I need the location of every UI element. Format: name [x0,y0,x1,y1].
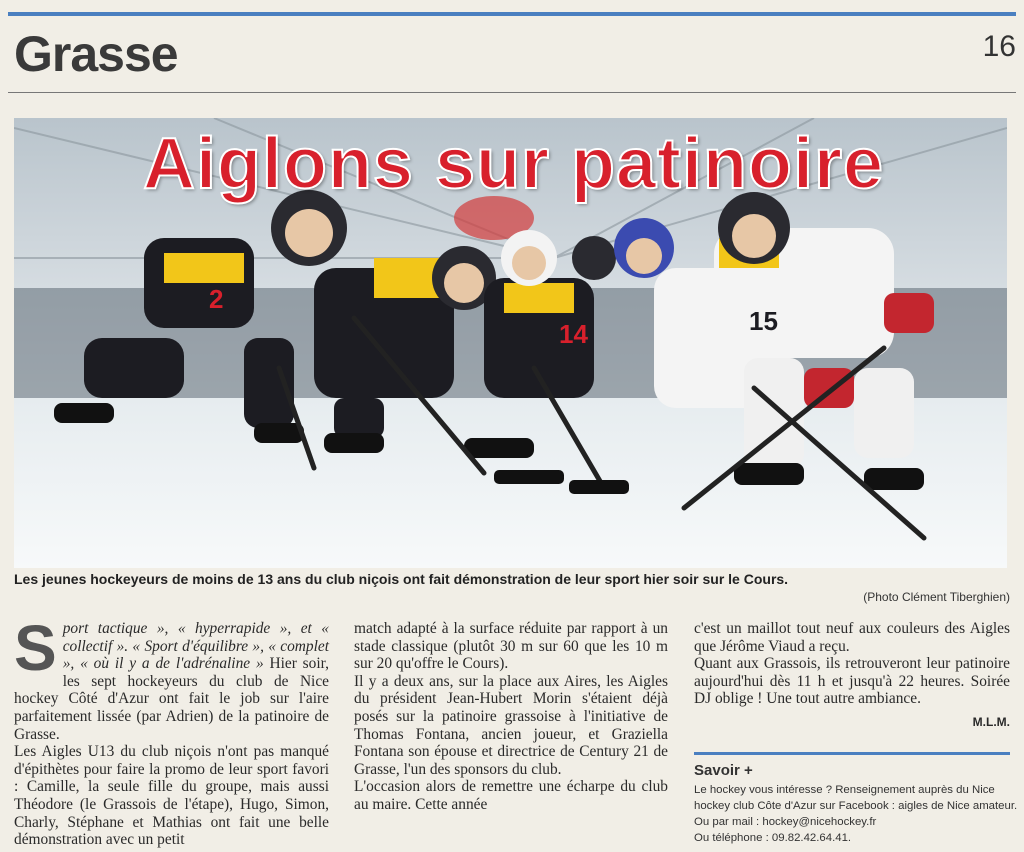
article-photo [14,118,1007,568]
top-color-rule [8,12,1016,16]
jersey-number: 2 [209,284,224,314]
savoir-rule [694,752,1010,755]
article-paragraph [14,612,329,743]
savoir-title: Savoir + [694,762,753,779]
article-column-1 [14,612,329,849]
article-paragraph: c'est un maillot tout neuf aux couleurs des Aigles que Jérôme Viaud a reçu. [694,620,1010,655]
article-paragraph: match adapté à la surface réduite par rapport à un stade classique (plutôt 30 m sur 60 que les 10 m sur 20 qu'offre le Cours). [354,620,668,673]
photo-credit: (Photo Clément Tiberghien) [863,590,1010,604]
page-number: 16 [982,30,1016,63]
article-paragraph: Les Aigles U13 du club niçois n'ont pas manqué d'épithètes pour faire la promo de leur sport favori : Camille, la seule fille du groupe, mais aussi Théodore (le Grassois de l'étape), Hugo, Simon, Charly, Stéphane et Mathias ont fait une belle démonstration avec un petit [14,743,329,849]
article-column-3 [694,620,1010,732]
headline: Aiglons sur patinoire [142,124,885,204]
article-paragraph: Quant aux Grassois, ils retrouveront leur patinoire aujourd'hui dès 11 h et jusqu'à 22 heures. Soirée DJ oblige ! Une tout autre ambiance. [694,655,1010,708]
savoir-email-line: Ou par mail : hockey@nicehockey.fr [694,816,877,828]
jersey-number: 14 [559,319,588,349]
header-rule [8,92,1016,93]
photo-caption: Les jeunes hockeyeurs de moins de 13 ans du club niçois ont fait démonstration de leur sport hier soir sur le Cours. [14,571,789,587]
section-title: Grasse [14,26,178,82]
lead-text: Hier soir, les sept hockeyeurs du club de Nice hockey Côté d'Azur ont fait le job sur l'aire parfaitement lissée (par Adrien) de la patinoire de Grasse. [14,655,329,743]
article-column-2 [354,620,668,814]
author-signature: M.L.M. [972,714,1010,729]
savoir-line: hockey club Côte d'Azur sur Facebook : aigles de Nice amateur. [694,800,1018,812]
savoir-box [694,782,1018,846]
drop-cap: S [14,612,57,684]
savoir-phone-line: Ou téléphone : 09.82.42.64.41. [694,832,852,844]
article-paragraph: L'occasion alors de remettre une écharpe du club au maire. Cette année [354,778,668,813]
savoir-line: Le hockey vous intéresse ? Renseignement auprès du Nice [694,784,995,796]
jersey-number: 15 [749,306,778,336]
lead-quote: port tactique », « hyperrapide », et « collectif ». « Sport d'équilibre », « complet », « où il y a de l'adrénaline » [62,620,329,673]
article-paragraph: Il y a deux ans, sur la place aux Aires, les Aigles du président Jean-Hubert Morin s'étaient déjà posés sur la patinoire grassoise à l'initiative de Thomas Fontana, ancien joueur, et Graziella Fontana son épouse et directrice de Century 21 de Grasse, l'un des sponsors du club. [354,672,668,778]
